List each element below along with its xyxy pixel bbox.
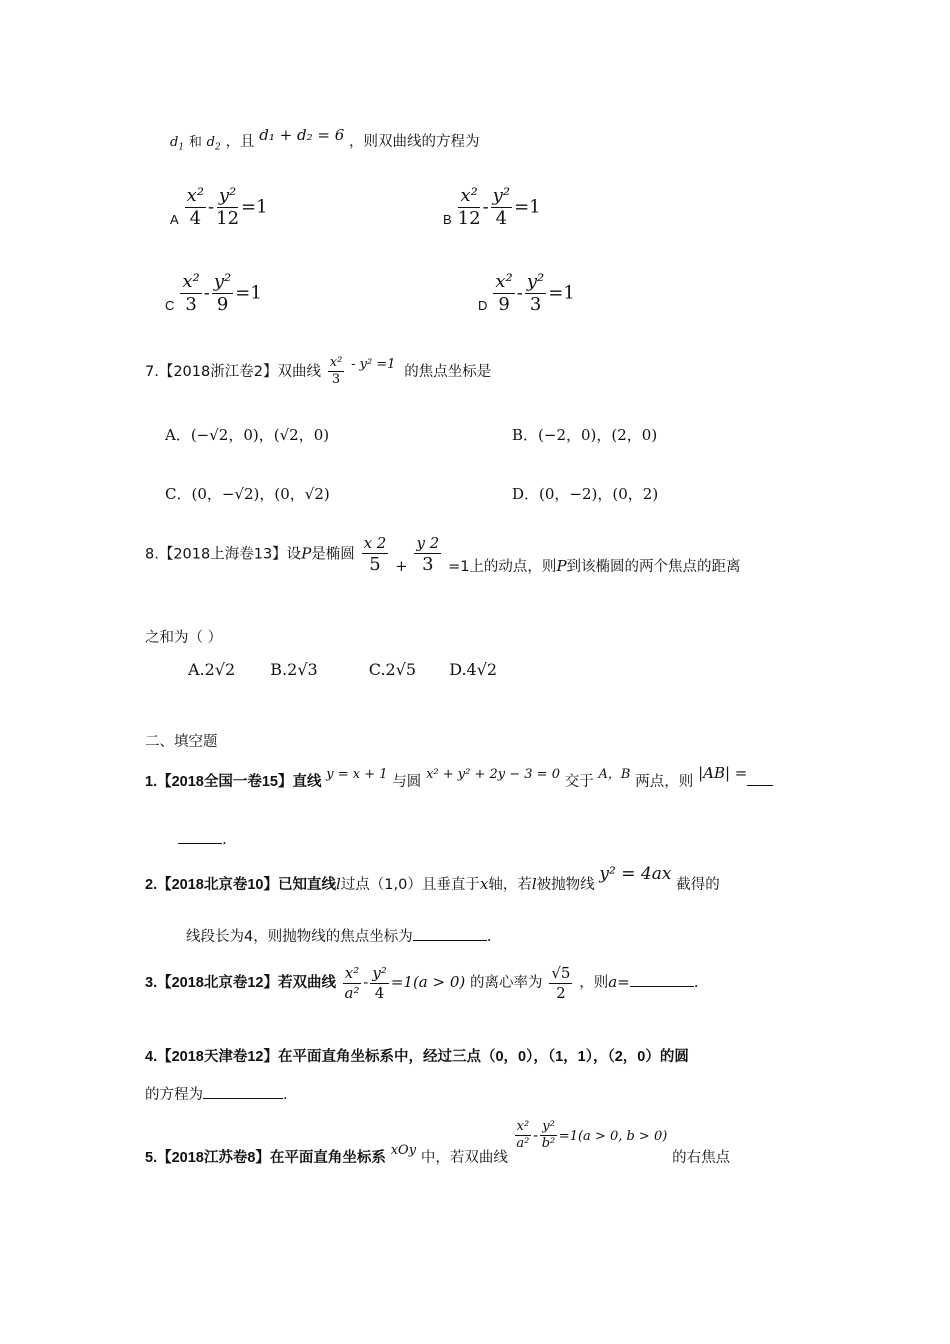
option-letter: B xyxy=(443,212,452,228)
option-letter: A xyxy=(170,212,179,228)
fill-q5: 5.【2018江苏卷8】在平面直角坐标系 xOy 中，若双曲线 $\frac{\text{x²}}{\text{a²}}$ - $\frac{\text{y²}}{\text{b²}}$ =1(a > 0, b > 0) 的右焦点 xyxy=(145,1119,731,1166)
ab-length: |AB| = xyxy=(698,764,748,782)
q7-option-a: A．(−√2，0)，(√2，0) xyxy=(165,426,330,444)
q8-option-d: D.4√2 xyxy=(449,660,498,679)
option-letter: D xyxy=(478,298,488,314)
q6-question-tail: ，则双曲线的方程为 xyxy=(349,134,480,150)
q7-stem: 7.【2018浙江卷2】双曲线 $\frac{\text{x²}}{3}$ - y² =1 的焦点坐标是 xyxy=(145,355,492,388)
answer-blank[interactable] xyxy=(413,940,487,941)
q8-option-b: B.2√3 xyxy=(270,660,318,679)
q8-prefix: 8.【2018上海卷13】设 xyxy=(145,546,302,563)
q6-option-b: $_B$ $\frac{\text{x²}}{12}$ - $\frac{\text{y²}}{4}$ =1 xyxy=(443,185,541,229)
q7-suffix: 的焦点坐标是 xyxy=(404,363,492,380)
comma-and-text: ，且 xyxy=(225,134,255,150)
option-letter: C xyxy=(165,298,175,314)
fill-q1: 1.【2018全国一卷15】直线 y = x + 1 与圆 x² + y² + 2y − 3 = 0 交于 A，B 两点，则 |AB| = xyxy=(145,770,773,791)
fill-q4-line2: 的方程为 . xyxy=(145,1087,288,1103)
q6-option-a: $_A$ $\frac{\text{x²}}{4}$ - $\frac{\text{y²}}{12}$ =1 xyxy=(170,185,268,229)
distance-condition: d₁ + d₂ = 6 xyxy=(259,126,345,144)
q6-option-c: $_C$ $\frac{\text{x²}}{3}$ - $\frac{\text{y²}}{9}$ =1 xyxy=(165,271,262,315)
q7-equation-rest: - y² =1 xyxy=(351,356,396,372)
fill-q4: 4.【2018天津卷12】在平面直角坐标系中，经过三点（0，0），（1，1），（2，0）的圆 xyxy=(145,1049,689,1065)
q7-option-d: D．(0，−2)，(0，2) xyxy=(512,485,659,503)
q8-stem-line2: 之和为（ ） xyxy=(145,630,223,646)
q7-option-c: C．(0，−√2)，(0，√2) xyxy=(165,485,330,503)
q8-stem: 8.【2018上海卷13】设P是椭圆 $\frac{x 2}{5}$ + $\frac{y 2}{3}$ =1上的动点，则P到该椭圆的两个焦点的距离 xyxy=(145,534,741,575)
d1-symbol: $d_1$ xyxy=(170,135,185,153)
answer-blank[interactable] xyxy=(747,785,773,786)
q8-option-c: C.2√5 xyxy=(368,660,417,679)
answer-blank[interactable] xyxy=(178,843,222,844)
q7-option-b: B．(−2，0)，(2，0) xyxy=(512,426,658,444)
q8-options xyxy=(188,660,497,679)
answer-blank[interactable] xyxy=(630,986,694,987)
fill-q1-line2: . xyxy=(178,830,227,848)
q8-option-a: A.2√2 xyxy=(188,660,236,679)
q6-condition-line xyxy=(170,126,480,153)
fill-q2-line2: 线段长为4，则抛物线的焦点坐标为 . xyxy=(186,927,492,945)
q6-option-d: $_D$ $\frac{\text{x²}}{9}$ - $\frac{\text{y²}}{3}$ =1 xyxy=(478,271,575,315)
section-heading: 二、填空题 xyxy=(145,734,218,750)
q7-prefix: 7.【2018浙江卷2】双曲线 xyxy=(145,363,321,380)
circle-equation: x² + y² + 2y − 3 = 0 xyxy=(426,767,560,782)
parabola-equation: y² = 4ax xyxy=(599,864,672,884)
line-equation: y = x + 1 xyxy=(326,767,388,782)
and-text: 和 xyxy=(188,135,202,150)
fill-q3: 3.【2018北京卷12】若双曲线 $\frac{\text{x²}}{\text{a²}}$ - $\frac{\text{y²}}{4}$ =1(a > 0) 的离心率为 $\frac{√5}{2}$ ，则a= . xyxy=(145,964,699,1002)
fill-q2: 2.【2018北京卷10】已知直线l过点（1,0）且垂直于x轴，若l被抛物线 y² = 4ax 截得的 xyxy=(145,864,720,893)
answer-blank[interactable] xyxy=(203,1098,283,1099)
d2-symbol: $d_2$ xyxy=(206,135,221,153)
